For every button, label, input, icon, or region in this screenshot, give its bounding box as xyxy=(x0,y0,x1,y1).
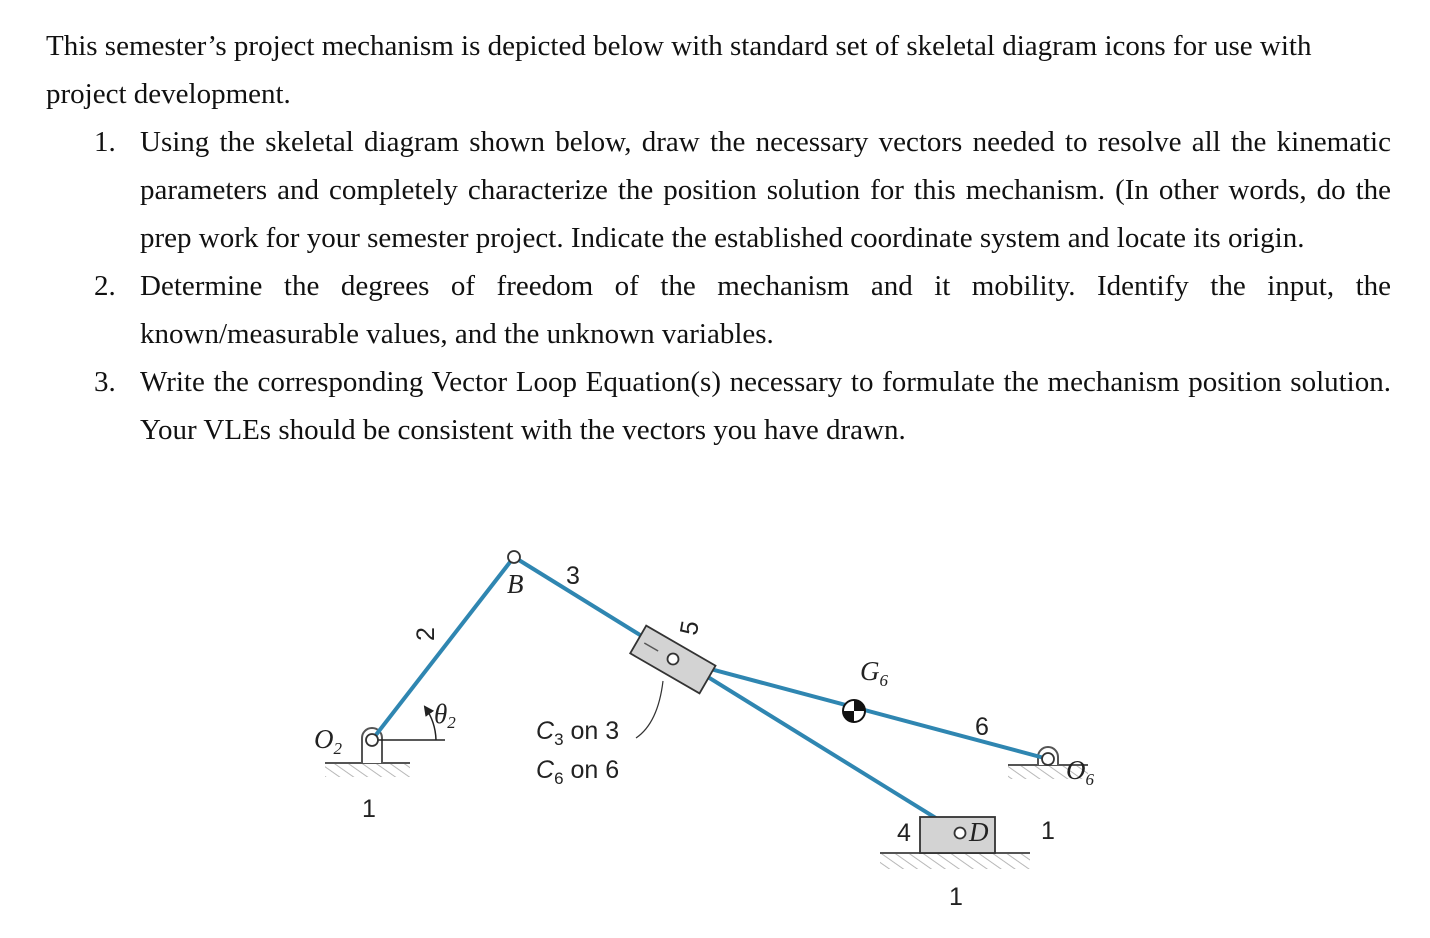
skeletal-diagram xyxy=(300,535,1120,935)
pin-c xyxy=(668,654,679,665)
task-number: 2. xyxy=(94,270,116,302)
pin-b xyxy=(508,551,520,563)
label-link-4: 4 xyxy=(897,819,911,847)
pin-o2 xyxy=(366,734,378,746)
label-link-6: 6 xyxy=(975,713,989,741)
link-3 xyxy=(514,557,960,833)
task-text: Using the skeletal diagram shown below, draw the necessary vectors needed to resolve all the kinematic parameters and completely characterize the position solution for this mechanism. (In other words, do the prep work for your semester project. Indicate the established coordinate system and locate its origin. xyxy=(140,126,1391,254)
leader-line xyxy=(636,681,663,738)
task-item xyxy=(46,118,1391,262)
task-number: 1. xyxy=(94,126,116,158)
pin-d xyxy=(955,828,966,839)
label-theta-2: θ2 xyxy=(434,699,456,732)
intro-paragraph: This semester’s project mechanism is depicted below with standard set of skeletal diagram icons for use with project development. xyxy=(46,30,1312,110)
mechanism-figure xyxy=(300,535,1120,935)
label-ground-bottom: 1 xyxy=(949,883,963,911)
label-b: B xyxy=(507,569,524,599)
label-c6-on-6: $C_6$ on 6 xyxy=(536,756,620,788)
problem-text xyxy=(46,22,1391,454)
label-ground-left: 1 xyxy=(362,795,376,823)
ground-slider xyxy=(880,853,1030,869)
center-of-mass-icon xyxy=(843,700,865,722)
label-o6: $O_6$ xyxy=(1066,755,1094,789)
label-d: D xyxy=(969,817,989,847)
task-text: Determine the degrees of freedom of the mechanism and it mobility. Identify the input, the known/measurable values, and the unknown variables. xyxy=(140,270,1391,350)
label-link-2: 2 xyxy=(412,627,440,641)
task-list xyxy=(46,118,1391,454)
pin-o6 xyxy=(1042,753,1054,765)
task-item xyxy=(46,262,1391,358)
task-number: 3. xyxy=(94,366,116,398)
label-link-5: 5 xyxy=(674,618,705,638)
label-link-3: 3 xyxy=(566,562,580,590)
label-c3-on-3: $C_3$ on 3 xyxy=(536,717,620,749)
label-o2: $O_2$ xyxy=(314,724,342,758)
task-item xyxy=(46,358,1391,454)
task-text: Write the corresponding Vector Loop Equation(s) necessary to formulate the mechanism position solution. Your VLEs should be consistent with the vectors you have drawn. xyxy=(140,366,1391,446)
label-g6: $G_6$ xyxy=(860,656,888,690)
label-ground-right: 1 xyxy=(1041,817,1055,845)
